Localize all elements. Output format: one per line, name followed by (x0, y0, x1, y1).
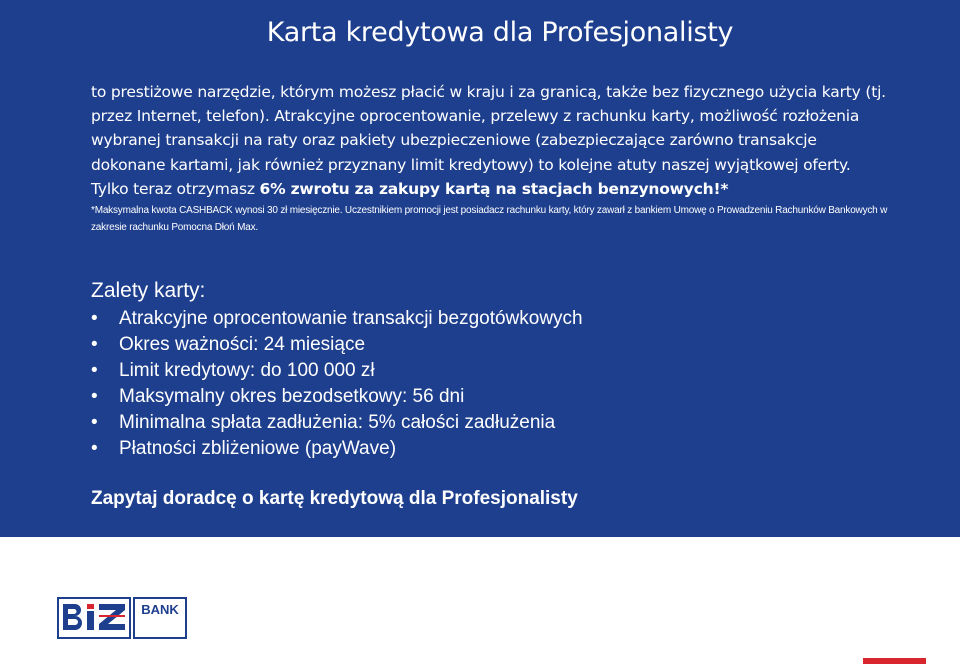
benefit-item: • Płatności zbliżeniowe (payWave) (91, 436, 911, 462)
biz-bank-logo (57, 597, 187, 639)
intro-highlight: 6% zwrotu za zakupy kartą na stacjach benzynowych!* (259, 179, 729, 198)
benefit-item: • Maksymalny okres bezodsetkowy: 56 dni (91, 384, 911, 410)
benefit-item: • Okres ważności: 24 miesiące (91, 332, 911, 358)
benefit-item: • Minimalna spłata zadłużenia: 5% całości zadłużenia (91, 410, 911, 436)
cta-text: Zapytaj doradcę o kartę kredytową dla Profesjonalisty (91, 488, 578, 509)
benefits-list (91, 306, 911, 462)
benefits-title: Zalety karty: (91, 279, 206, 302)
intro-paragraph (91, 80, 891, 201)
accent-bar (863, 658, 926, 664)
footnote: *Maksymalna kwota CASHBACK wynosi 30 zł miesięcznie. Uczestnikiem promocji jest posiadacz rachunku karty, który zawarł z bankiem Umowę o Prowadzeniu Rachunków Bankowych w zakresie rachunku Pomocna Dłoń Max. (91, 205, 888, 233)
benefit-item: • Atrakcyjne oprocentowanie transakcji bezgotówkowych (91, 306, 911, 332)
logo-bank-label: BANK (141, 602, 179, 617)
slide-title: Karta kredytowa dla Profesjonalisty (266, 17, 734, 48)
logo-mark (58, 598, 130, 638)
benefit-item: • Limit kredytowy: do 100 000 zł (91, 358, 911, 384)
intro-text: to prestiżowe narzędzie, którym możesz płacić w kraju i za granicą, także bez fizycznego użycia karty (tj. przez Internet, telefon). Atrakcyjne oprocentowanie, przelewy z rachunku karty, możliwość rozłożenia wybranej transakcji na raty oraz pakiety ubezpieczeniowe (zabezpieczające zarówno transakcje dokonane kartami, jak również przyznany limit kredytowy) to kolejne atuty naszej wyjątkowej oferty. Tylko teraz otrzymasz (91, 83, 886, 198)
